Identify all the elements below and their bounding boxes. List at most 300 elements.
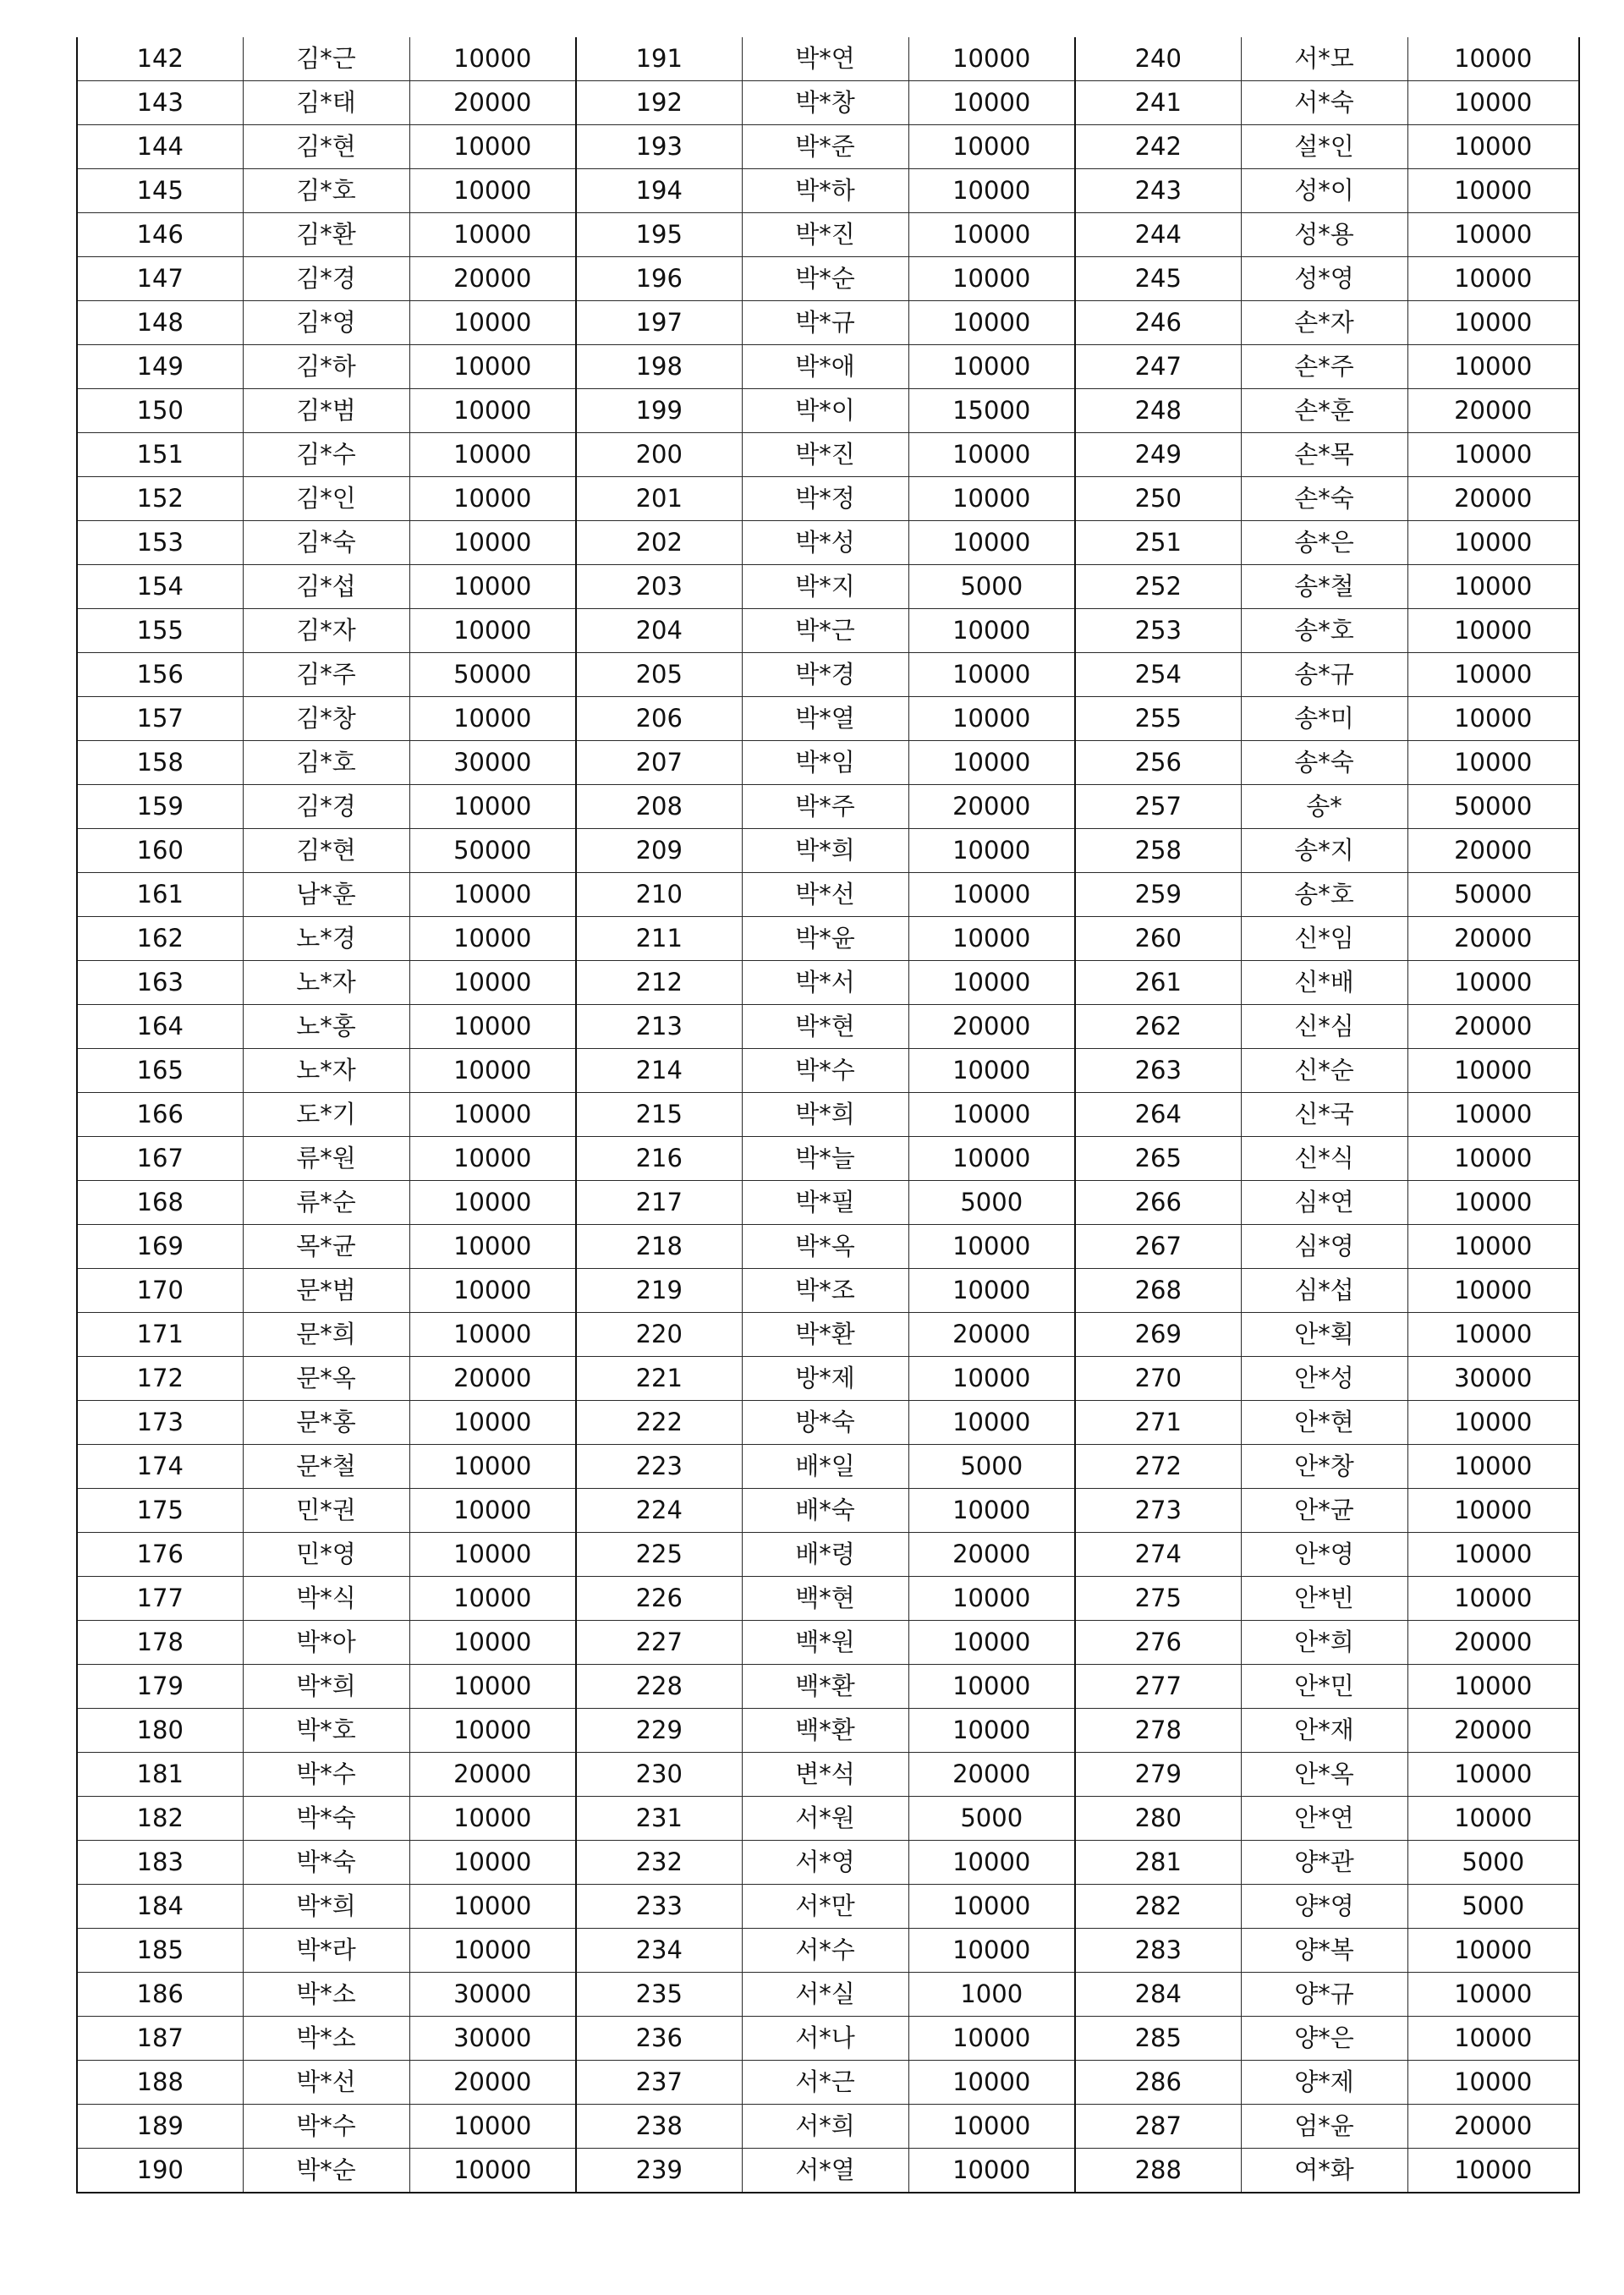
cell-number: 283 [1075,1929,1241,1973]
cell-amount: 5000 [908,565,1075,609]
cell-amount: 10000 [908,741,1075,785]
cell-number: 268 [1075,1269,1241,1313]
cell-amount: 10000 [409,1885,576,1929]
cell-number: 229 [576,1709,742,1753]
cell-name: 박*선 [243,2061,409,2105]
cell-number: 206 [576,697,742,741]
cell-number: 178 [77,1621,243,1665]
cell-amount: 10000 [1407,1577,1579,1621]
cell-number: 190 [77,2149,243,2193]
cell-number: 276 [1075,1621,1241,1665]
cell-number: 227 [576,1621,742,1665]
cell-amount: 20000 [1407,1709,1579,1753]
cell-amount: 20000 [1407,1621,1579,1665]
cell-name: 김*인 [243,477,409,521]
cell-name: 김*창 [243,697,409,741]
cell-amount: 10000 [1407,2017,1579,2061]
cell-name: 설*인 [1241,125,1407,169]
cell-amount: 10000 [1407,521,1579,565]
cell-name: 류*원 [243,1137,409,1181]
cell-number: 167 [77,1137,243,1181]
cell-amount: 20000 [409,1357,576,1401]
cell-number: 158 [77,741,243,785]
cell-name: 박*성 [742,521,908,565]
cell-amount: 20000 [908,1005,1075,1049]
cell-amount: 10000 [908,1709,1075,1753]
cell-number: 249 [1075,433,1241,477]
cell-name: 박*옥 [742,1225,908,1269]
cell-number: 273 [1075,1489,1241,1533]
cell-name: 노*자 [243,1049,409,1093]
cell-amount: 10000 [1407,301,1579,345]
cell-name: 박*이 [742,389,908,433]
cell-name: 박*순 [243,2149,409,2193]
cell-name: 박*근 [742,609,908,653]
cell-number: 164 [77,1005,243,1049]
table-row [77,1093,1579,1137]
cell-amount: 20000 [1407,477,1579,521]
cell-name: 김*범 [243,389,409,433]
cell-amount: 10000 [908,477,1075,521]
cell-number: 279 [1075,1753,1241,1797]
cell-name: 김*경 [243,257,409,301]
table-row [77,741,1579,785]
cell-amount: 10000 [908,1137,1075,1181]
table-row [77,125,1579,169]
cell-number: 193 [576,125,742,169]
cell-name: 양*관 [1241,1841,1407,1885]
cell-name: 손*숙 [1241,477,1407,521]
cell-number: 224 [576,1489,742,1533]
cell-name: 양*제 [1241,2061,1407,2105]
cell-amount: 10000 [908,81,1075,125]
cell-number: 202 [576,521,742,565]
cell-name: 박*진 [742,433,908,477]
cell-name: 서*열 [742,2149,908,2193]
cell-number: 184 [77,1885,243,1929]
cell-number: 284 [1075,1973,1241,2017]
cell-number: 253 [1075,609,1241,653]
cell-amount: 10000 [409,433,576,477]
table-row [77,1973,1579,2017]
cell-amount: 10000 [409,1313,576,1357]
cell-name: 박*소 [243,1973,409,2017]
cell-number: 196 [576,257,742,301]
table-row [77,213,1579,257]
cell-name: 손*훈 [1241,389,1407,433]
cell-number: 228 [576,1665,742,1709]
cell-amount: 10000 [908,1489,1075,1533]
cell-amount: 10000 [1407,1137,1579,1181]
cell-amount: 15000 [908,389,1075,433]
cell-name: 배*일 [742,1445,908,1489]
cell-number: 145 [77,169,243,213]
cell-amount: 20000 [1407,829,1579,873]
cell-name: 박*서 [742,961,908,1005]
cell-name: 송*은 [1241,521,1407,565]
cell-name: 박*숙 [243,1797,409,1841]
cell-name: 남*훈 [243,873,409,917]
cell-number: 168 [77,1181,243,1225]
cell-amount: 20000 [409,2061,576,2105]
cell-amount: 10000 [409,169,576,213]
cell-name: 박*숙 [243,1841,409,1885]
cell-amount: 10000 [409,125,576,169]
cell-amount: 10000 [908,2017,1075,2061]
cell-number: 185 [77,1929,243,1973]
cell-name: 서*만 [742,1885,908,1929]
cell-amount: 5000 [908,1445,1075,1489]
table-row [77,1929,1579,1973]
cell-amount: 10000 [409,1225,576,1269]
cell-name: 양*영 [1241,1885,1407,1929]
table-row [77,1753,1579,1797]
cell-number: 239 [576,2149,742,2193]
cell-number: 269 [1075,1313,1241,1357]
cell-amount: 5000 [1407,1841,1579,1885]
cell-amount: 10000 [908,37,1075,81]
cell-name: 김*섭 [243,565,409,609]
cell-number: 267 [1075,1225,1241,1269]
table-row [77,1709,1579,1753]
cell-amount: 20000 [908,1533,1075,1577]
table-row [77,1005,1579,1049]
cell-amount: 10000 [1407,1753,1579,1797]
cell-number: 237 [576,2061,742,2105]
table-row [77,1577,1579,1621]
table-row [77,1797,1579,1841]
cell-number: 287 [1075,2105,1241,2149]
cell-number: 173 [77,1401,243,1445]
cell-amount: 10000 [908,1841,1075,1885]
cell-amount: 10000 [908,829,1075,873]
table-row [77,829,1579,873]
table-row [77,345,1579,389]
cell-number: 277 [1075,1665,1241,1709]
cell-amount: 10000 [908,213,1075,257]
cell-name: 목*균 [243,1225,409,1269]
cell-amount: 10000 [908,873,1075,917]
cell-name: 안*창 [1241,1445,1407,1489]
cell-amount: 10000 [409,1489,576,1533]
table-row [77,81,1579,125]
cell-amount: 10000 [1407,565,1579,609]
cell-name: 김*자 [243,609,409,653]
cell-number: 194 [576,169,742,213]
cell-name: 박*라 [243,1929,409,1973]
cell-amount: 10000 [1407,741,1579,785]
cell-amount: 10000 [409,1665,576,1709]
cell-amount: 10000 [908,1621,1075,1665]
cell-amount: 10000 [409,1093,576,1137]
cell-number: 236 [576,2017,742,2061]
cell-name: 성*용 [1241,213,1407,257]
cell-name: 송*지 [1241,829,1407,873]
cell-number: 223 [576,1445,742,1489]
cell-name: 문*철 [243,1445,409,1489]
cell-number: 146 [77,213,243,257]
cell-amount: 10000 [1407,2061,1579,2105]
cell-amount: 10000 [1407,1269,1579,1313]
cell-amount: 10000 [908,301,1075,345]
cell-number: 170 [77,1269,243,1313]
cell-number: 204 [576,609,742,653]
cell-number: 161 [77,873,243,917]
cell-amount: 10000 [1407,125,1579,169]
cell-number: 157 [77,697,243,741]
cell-name: 노*자 [243,961,409,1005]
cell-number: 172 [77,1357,243,1401]
cell-amount: 50000 [409,653,576,697]
table-row [77,1841,1579,1885]
cell-amount: 10000 [409,1841,576,1885]
cell-number: 234 [576,1929,742,1973]
cell-number: 262 [1075,1005,1241,1049]
cell-amount: 10000 [409,521,576,565]
cell-number: 255 [1075,697,1241,741]
cell-number: 180 [77,1709,243,1753]
cell-name: 서*숙 [1241,81,1407,125]
table-row [77,1445,1579,1489]
cell-name: 배*령 [742,1533,908,1577]
table-row [77,169,1579,213]
cell-name: 신*국 [1241,1093,1407,1137]
cell-number: 220 [576,1313,742,1357]
cell-number: 257 [1075,785,1241,829]
table-row [77,257,1579,301]
cell-name: 안*연 [1241,1797,1407,1841]
cell-number: 281 [1075,1841,1241,1885]
cell-amount: 10000 [1407,433,1579,477]
cell-name: 신*임 [1241,917,1407,961]
cell-name: 민*영 [243,1533,409,1577]
table-row [77,609,1579,653]
table-row [77,433,1579,477]
cell-name: 문*희 [243,1313,409,1357]
cell-name: 박*희 [742,1093,908,1137]
cell-amount: 5000 [908,1797,1075,1841]
cell-name: 박*애 [742,345,908,389]
cell-amount: 10000 [409,565,576,609]
cell-name: 박*창 [742,81,908,125]
cell-amount: 10000 [908,917,1075,961]
cell-name: 김*하 [243,345,409,389]
cell-name: 박*지 [742,565,908,609]
cell-name: 서*실 [742,1973,908,2017]
cell-name: 박*환 [742,1313,908,1357]
cell-amount: 10000 [908,697,1075,741]
table-row [77,2061,1579,2105]
cell-name: 송*호 [1241,873,1407,917]
cell-number: 278 [1075,1709,1241,1753]
table-row [77,1357,1579,1401]
cell-number: 203 [576,565,742,609]
cell-number: 147 [77,257,243,301]
cell-amount: 10000 [908,2105,1075,2149]
cell-number: 263 [1075,1049,1241,1093]
cell-amount: 10000 [409,2105,576,2149]
cell-amount: 10000 [908,1885,1075,1929]
cell-amount: 10000 [1407,1797,1579,1841]
cell-name: 안*희 [1241,1621,1407,1665]
cell-name: 문*옥 [243,1357,409,1401]
cell-name: 안*획 [1241,1313,1407,1357]
cell-number: 288 [1075,2149,1241,2193]
cell-amount: 50000 [1407,873,1579,917]
cell-name: 김*호 [243,741,409,785]
cell-amount: 10000 [409,1137,576,1181]
table-row [77,1225,1579,1269]
cell-number: 159 [77,785,243,829]
cell-number: 144 [77,125,243,169]
cell-amount: 10000 [908,653,1075,697]
cell-name: 안*성 [1241,1357,1407,1401]
cell-name: 신*식 [1241,1137,1407,1181]
cell-amount: 10000 [1407,213,1579,257]
cell-amount: 10000 [1407,961,1579,1005]
cell-amount: 10000 [1407,2149,1579,2193]
cell-name: 박*희 [243,1665,409,1709]
cell-number: 191 [576,37,742,81]
cell-name: 방*제 [742,1357,908,1401]
cell-amount: 10000 [1407,653,1579,697]
cell-name: 김*태 [243,81,409,125]
cell-number: 275 [1075,1577,1241,1621]
cell-name: 서*수 [742,1929,908,1973]
table-row [77,2105,1579,2149]
table-row [77,1621,1579,1665]
cell-amount: 10000 [908,1577,1075,1621]
cell-name: 백*원 [742,1621,908,1665]
table-row [77,1049,1579,1093]
cell-name: 박*정 [742,477,908,521]
cell-amount: 10000 [409,301,576,345]
cell-name: 박*진 [742,213,908,257]
cell-number: 240 [1075,37,1241,81]
cell-amount: 10000 [1407,81,1579,125]
cell-number: 254 [1075,653,1241,697]
cell-amount: 10000 [409,213,576,257]
cell-number: 270 [1075,1357,1241,1401]
cell-number: 152 [77,477,243,521]
cell-name: 신*순 [1241,1049,1407,1093]
donor-table [76,37,1580,2193]
cell-name: 문*홍 [243,1401,409,1445]
cell-name: 박*수 [243,1753,409,1797]
cell-amount: 10000 [908,609,1075,653]
cell-name: 송*미 [1241,697,1407,741]
cell-number: 183 [77,1841,243,1885]
cell-number: 215 [576,1093,742,1137]
cell-number: 219 [576,1269,742,1313]
cell-name: 도*기 [243,1093,409,1137]
table-row [77,1181,1579,1225]
cell-name: 신*배 [1241,961,1407,1005]
cell-number: 243 [1075,169,1241,213]
cell-amount: 20000 [409,81,576,125]
cell-name: 박*식 [243,1577,409,1621]
cell-amount: 10000 [409,1533,576,1577]
cell-amount: 20000 [1407,1005,1579,1049]
cell-name: 김*환 [243,213,409,257]
cell-number: 265 [1075,1137,1241,1181]
cell-name: 김*주 [243,653,409,697]
cell-number: 142 [77,37,243,81]
cell-name: 류*순 [243,1181,409,1225]
cell-number: 230 [576,1753,742,1797]
table-row [77,873,1579,917]
cell-number: 199 [576,389,742,433]
cell-number: 143 [77,81,243,125]
cell-number: 188 [77,2061,243,2105]
cell-number: 247 [1075,345,1241,389]
cell-name: 박*임 [742,741,908,785]
cell-amount: 5000 [1407,1885,1579,1929]
cell-amount: 10000 [409,785,576,829]
cell-name: 박*연 [742,37,908,81]
cell-number: 200 [576,433,742,477]
cell-name: 서*모 [1241,37,1407,81]
table-row [77,2017,1579,2061]
cell-amount: 30000 [409,2017,576,2061]
cell-amount: 30000 [409,1973,576,2017]
cell-name: 박*준 [742,125,908,169]
cell-number: 272 [1075,1445,1241,1489]
cell-name: 박*현 [742,1005,908,1049]
cell-name: 박*열 [742,697,908,741]
cell-amount: 30000 [409,741,576,785]
cell-amount: 10000 [908,1225,1075,1269]
cell-name: 송*호 [1241,609,1407,653]
cell-number: 212 [576,961,742,1005]
cell-number: 266 [1075,1181,1241,1225]
cell-number: 177 [77,1577,243,1621]
cell-number: 169 [77,1225,243,1269]
cell-amount: 10000 [409,1929,576,1973]
table-row [77,565,1579,609]
cell-number: 222 [576,1401,742,1445]
cell-number: 216 [576,1137,742,1181]
cell-name: 방*숙 [742,1401,908,1445]
cell-name: 서*원 [742,1797,908,1841]
cell-name: 민*권 [243,1489,409,1533]
table-row [77,1885,1579,1929]
cell-amount: 10000 [409,477,576,521]
cell-name: 박*희 [742,829,908,873]
cell-amount: 20000 [409,1753,576,1797]
cell-number: 208 [576,785,742,829]
cell-amount: 10000 [1407,609,1579,653]
cell-amount: 10000 [1407,1181,1579,1225]
cell-name: 안*옥 [1241,1753,1407,1797]
cell-amount: 10000 [1407,1929,1579,1973]
cell-amount: 10000 [1407,1533,1579,1577]
cell-amount: 10000 [409,1181,576,1225]
cell-name: 박*조 [742,1269,908,1313]
cell-name: 김*경 [243,785,409,829]
table-row [77,653,1579,697]
cell-amount: 10000 [908,1401,1075,1445]
cell-number: 165 [77,1049,243,1093]
cell-amount: 10000 [409,345,576,389]
table-row [77,1665,1579,1709]
cell-number: 154 [77,565,243,609]
cell-amount: 10000 [409,1401,576,1445]
cell-amount: 50000 [409,829,576,873]
cell-amount: 10000 [908,521,1075,565]
cell-amount: 10000 [409,1049,576,1093]
table-row [77,2149,1579,2193]
